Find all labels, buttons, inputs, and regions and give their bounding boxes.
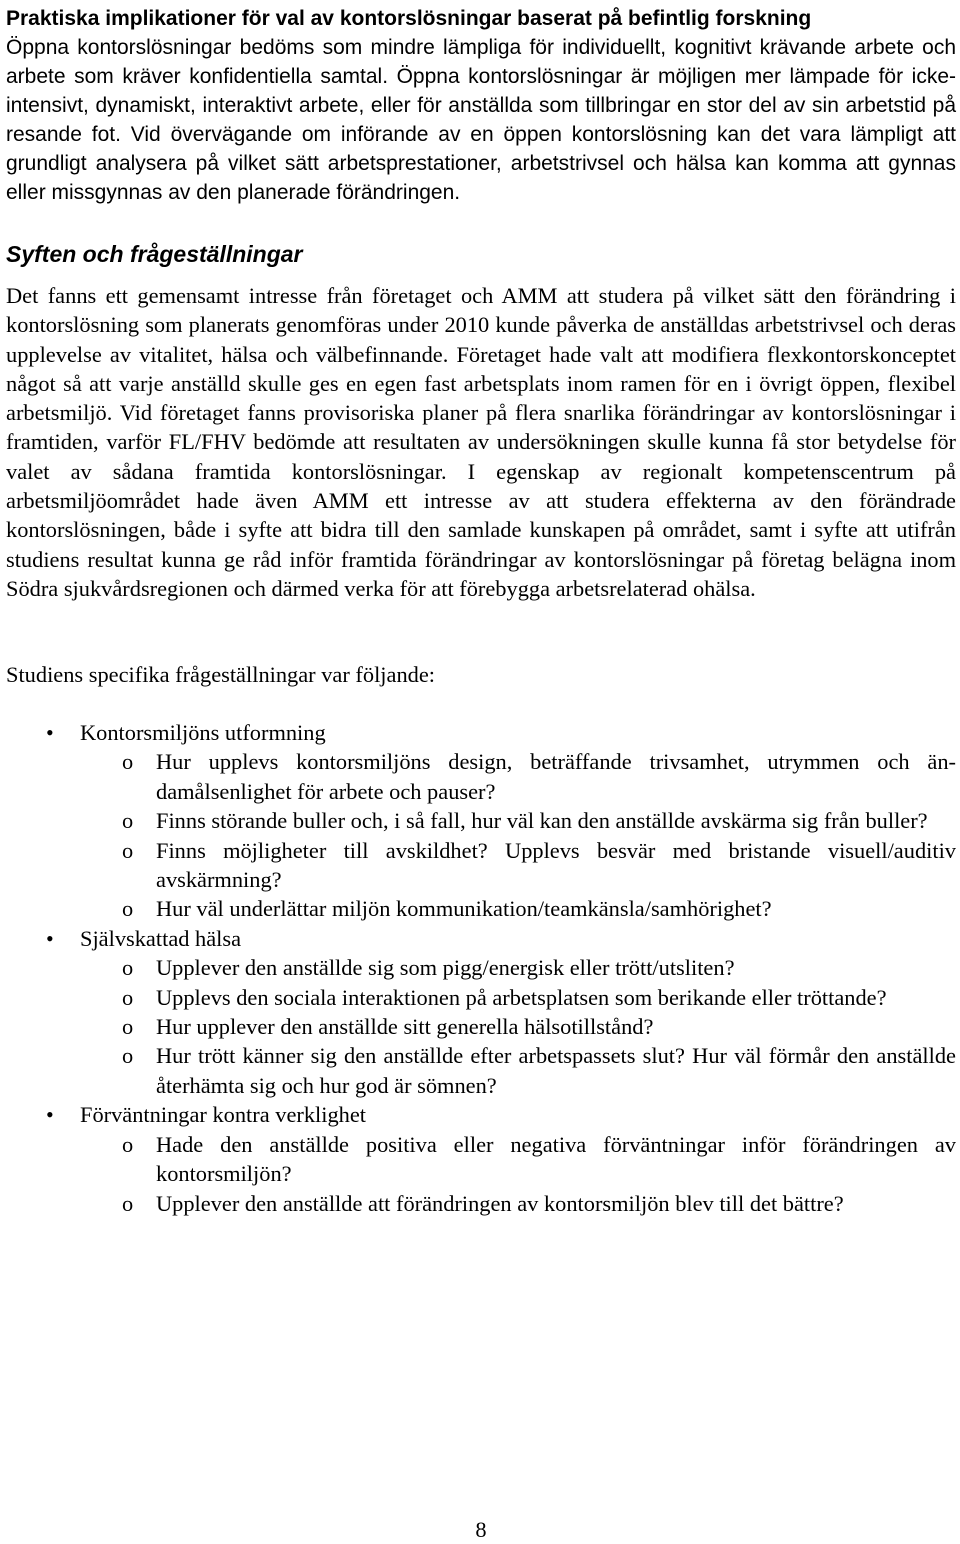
box-heading: Praktiska implikationer för val av kontorslösningar baserat på befintlig forskning: [6, 7, 812, 30]
questions-lead: Studiens specifika frågeställningar var följande:: [6, 662, 436, 687]
question-group: [6, 718, 956, 924]
question-group: [6, 924, 956, 1100]
question-group-title: Självskattad hälsa: [80, 925, 242, 951]
page-number: 8: [475, 1517, 487, 1542]
question-item: o Hur upplevs kontorsmiljöns design, beträffande trivsamhet, utrymmen och ändamålsenlighet för arbete och pauser?: [80, 747, 956, 806]
question-item: o Upplever den anställde sig som pigg/energisk eller trött/utsliten?: [80, 953, 956, 982]
section-paragraph: Det fanns ett gemensamt intresse från företaget och AMM att studera på vilket sätt den förändring i kontorslösning som planerats genomföras under 2010 kunde påverka de anställdas arbetstrivsel och deras upplevelse av vitalitet, hälsa och välbefinnande. Företaget hade valt att modifiera flexkontorskonceptet något så att varje anställd skulle ges en egen fast arbetsplats inom ramen för en i övrigt öppen, flexibel arbetsmiljö. Vid företaget fanns provisoriska planer på flera snarlika förändringar av kontorslösningar i framtiden, varför FL/FHV bedömde att resultaten av undersökningen skulle kunna få stor betydelse för valet av sådana framtida kontorslösningar. I egenskap av regionalt kompetenscentrum på arbetsmiljöområdet hade även AMM ett intresse av att studera effekterna av den förändrade kontorslösningen, både i syfte att bidra till den samlade kunskapen på området, samt i syfte att utifrån studiens resultat kunna ge råd inför framtida förändringar av kontorslösningar på företag belägna inom Södra sjukvårdsregionen och därmed verka för att förebygga arbetsrelaterad ohälsa.: [6, 283, 956, 601]
question-item: o Finns möjligheter till avskildhet? Upplevs besvär med bristande visuell/auditiv avskärmning?: [80, 836, 956, 895]
questions-list: [6, 718, 956, 1218]
question-sublist: [80, 1130, 956, 1218]
question-item: o Hur upplever den anställde sitt generella hälsotillstånd?: [80, 1012, 956, 1041]
question-item: o Upplever den anställde att förändringen av kontorsmiljön blev till det bättre?: [80, 1189, 956, 1218]
question-item: o Hade den anställde positiva eller negativa förväntningar inför förändringen av kontorsmiljön?: [80, 1130, 956, 1189]
question-group-title: Kontorsmiljöns utformning: [80, 720, 326, 745]
section-heading: Syften och frågeställningar: [6, 241, 303, 267]
box-text: Öppna kontorslösningar bedöms som mindre lämpliga för individuellt, kognitivt krävande arbete och arbete som kräver konfidentiella samtal. Öppna kontorslösningar är möjligen mer lämpade för icke-intensivt, dynamiskt, interaktivt arbete, eller för anställda som tillbringar en stor del av sin arbetstid på resande fot. Vid övervägande om införande av en öppen kontorslösning kan det vara lämpligt att grundligt analysera på vilket sätt arbetsprestationer, arbetstrivsel och hälsa kan komma att gynnas eller missgynnas av den planerade förändringen.: [6, 36, 956, 204]
question-sublist: [80, 953, 956, 1100]
question-item: o Hur väl underlättar miljön kommunikation/teamkänsla/samhörighet?: [80, 894, 956, 923]
question-group: [6, 1100, 956, 1218]
question-group-title: Förväntningar kontra verklighet: [80, 1102, 367, 1128]
question-item: o Finns störande buller och, i så fall, hur väl kan den anställde avskärma sig från buller?: [80, 806, 956, 835]
question-sublist: [80, 747, 956, 923]
question-item: o Upplevs den sociala interaktionen på arbetsplatsen som berikande eller tröttande?: [80, 983, 956, 1012]
question-item: o Hur trött känner sig den anställde efter arbetspassets slut? Hur väl förmår den anställde återhämta sig och hur god är sömnen?: [80, 1041, 956, 1100]
